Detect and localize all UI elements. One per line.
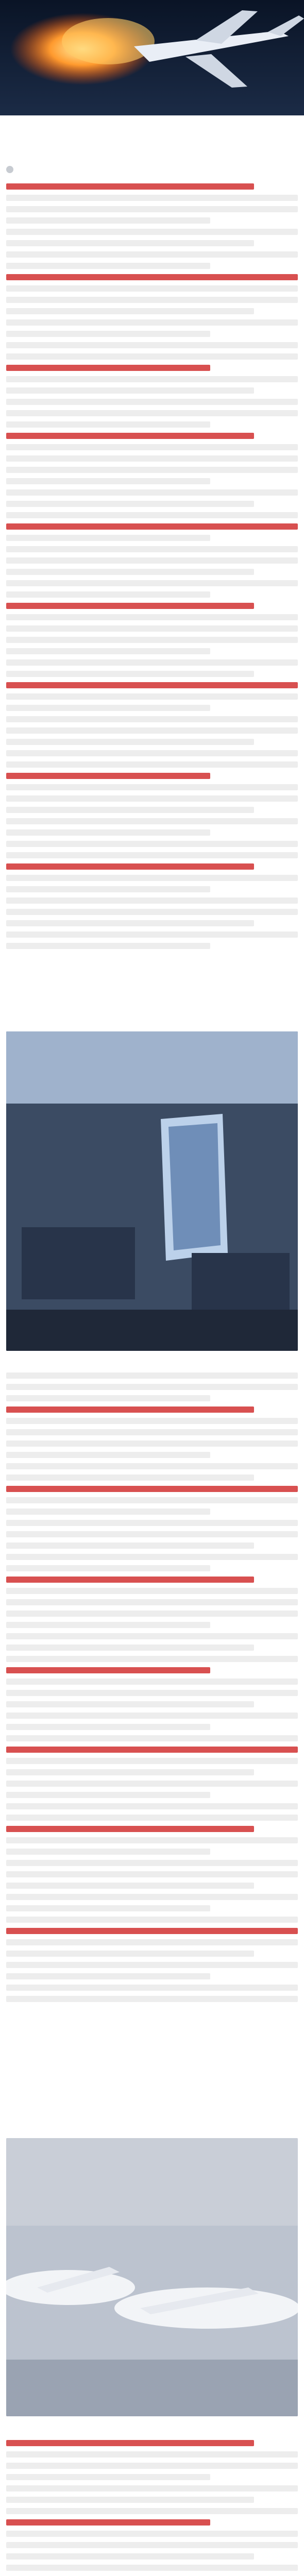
avatar[interactable] [6,166,13,173]
factory-image-box [6,2138,298,2416]
factory-image [6,2138,298,2416]
airplane-cabin-image [6,1031,298,1351]
airplane-fire-image [0,0,304,115]
article-text-block-2 [6,1372,298,2114]
hero-image [0,0,304,115]
cabin-image-box [6,1031,298,1351]
article-meta [6,165,298,174]
article-text-block-3 [6,2440,298,2576]
article-text-block-1 [6,183,298,1008]
